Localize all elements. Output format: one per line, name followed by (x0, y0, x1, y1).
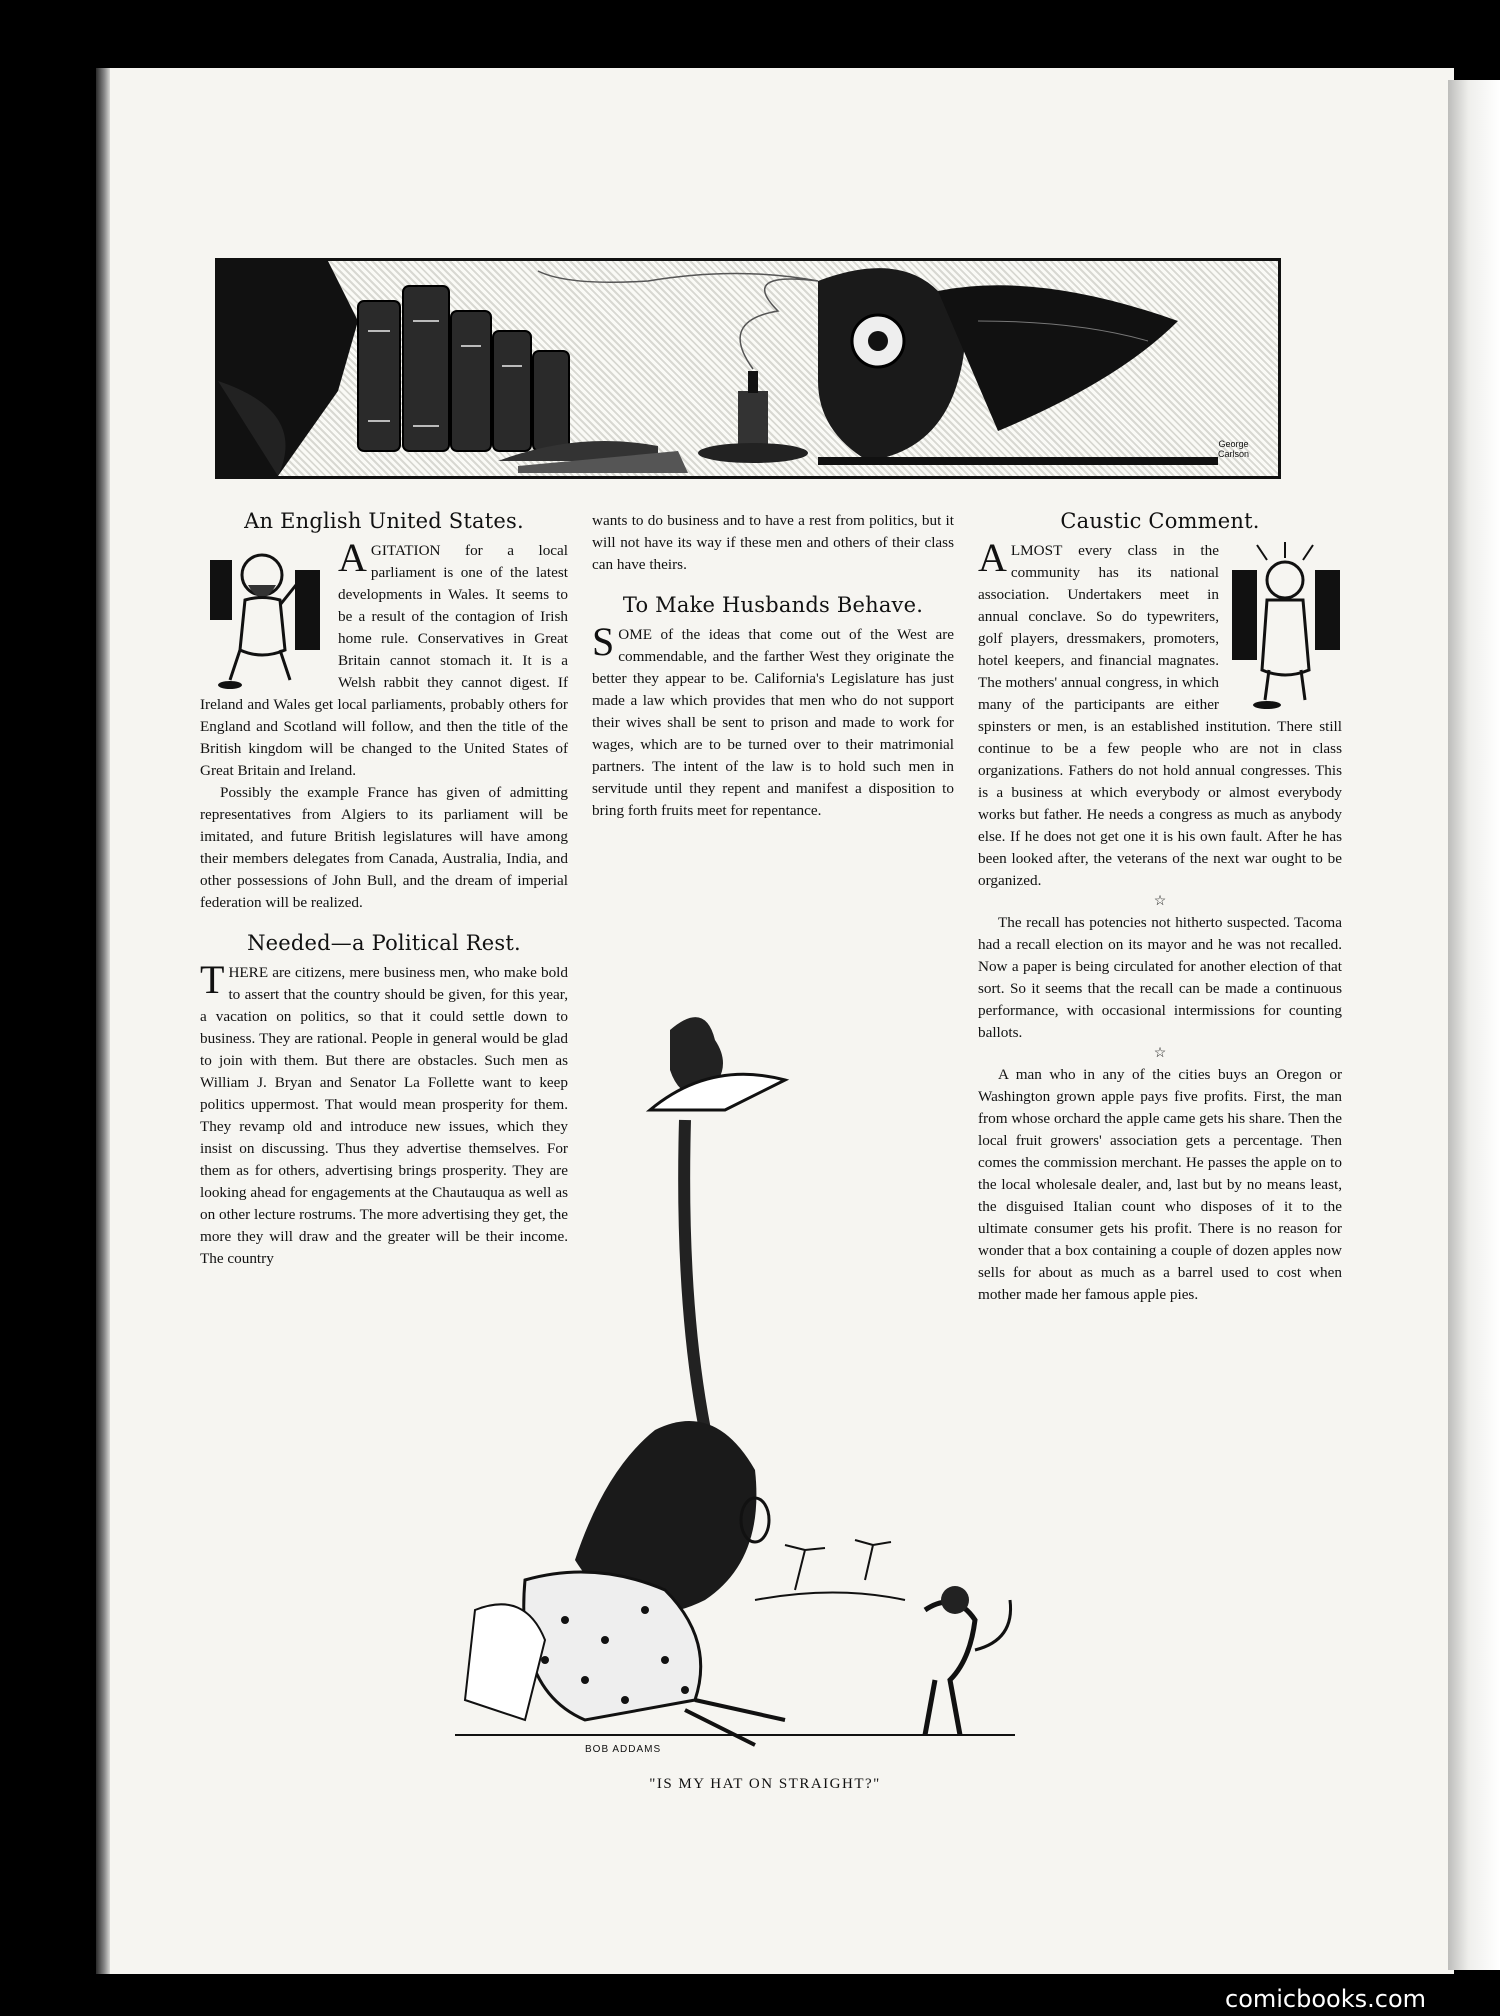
header-illustration (215, 258, 1281, 479)
column-middle (592, 510, 954, 822)
cartoon-caption: "IS MY HAT ON STRAIGHT?" (649, 1776, 881, 1792)
article-paragraph: Possibly the example France has given of admitting representatives from Algiers to its parliament will be imitated, and future British legislatures will have among their members delegates from Canada, Australia, India, and other possessions of John Bull, and the dream of imperial federation will be realized. (200, 784, 568, 911)
headline-caustic-comment: Caustic Comment. (1060, 509, 1260, 533)
dropcap-s: S (592, 619, 615, 664)
page-gutter-shadow (96, 68, 110, 1974)
watermark-text: comicbooks.com (1225, 1985, 1427, 2013)
cartoon-signature: BOB ADDAMS (585, 1744, 662, 1755)
lead-word: HERE (228, 964, 269, 981)
lead-word: GITATION (370, 542, 441, 559)
dropcap-a: A (338, 535, 367, 580)
article-paragraph: are citizens, mere business men, who make bold to assert that the country should be given, for this year, a vacation on politics, so that it could settle down to business. They are rational. People in general would be glad to join with them. But there are obstacles. Such men as William J. Bryan and Senator La Follette want to keep politics uppermost. That would mean prosperity for them. They revamp old and introduce new issues, which they insist on discussing. Thus they advertise themselves. For them as for others, advertising brings prosperity. They are looking ahead for engagements at the Chautauqua as well as on other lecture rostrums. The more advertising they get, the more they will draw and the greater will be their income. The country (200, 964, 568, 1267)
article-paragraph-continued: wants to do business and to have a rest from politics, but it will not have its way if these men and others of their class can have theirs. (592, 512, 954, 573)
article-paragraph: every class in the community has its national association. Undertakers meet in annual conclave. So do typewriters, golf players, dressmakers, promoters, hotel keepers, and financial magnates. The mothers' annual congress, in which many of the participants are either spinsters or men, is an established institution. There still continue to be a few people who are not in class organizations. Fathers do not hold annual congresses. This is a business at which everybody or almost everybody works but father. He needs a congress as much as anybody else. If he does not get one it is his own fault. After he has been looked after, the veterans of the next war ought to be organized. (978, 542, 1342, 889)
section-divider-star: ☆ (1153, 894, 1167, 909)
headline-political-rest: Needed—a Political Rest. (247, 931, 521, 955)
article-paragraph: A man who in any of the cities buys an Oregon or Washington grown apple pays five profits. First, the man from whose orchard the apple came gets his share. Then the local fruit growers' association gets a percentage. Then comes the commission merchant. He passes the apple on to the local wholesale dealer, and, last but by no means least, the disguised Italian count who disposes of it to the ultimate consumer gets his profit. There is no reason for wonder that a box containing a couple of dozen apples now sells for about as much as a barrel used to cost when mother made her famous apple pies. (978, 1066, 1342, 1303)
article-paragraph: for a local parliament is one of the latest developments in Wales. It seems to be a result of the contagion of Irish home rule. Conservatives in Great Britain cannot stomach it. It is a Welsh rabbit they cannot digest. If Ireland and Wales get local parliaments, probably others for England and Scotland will follow, and then the title of the British kingdom will be changed to the United States of Great Britain and Ireland. (200, 542, 568, 779)
banner-signature: George Carlson (1218, 439, 1250, 459)
ostrich-cartoon-illustration (455, 1000, 1055, 1780)
cartoon-man-speaking-icon (200, 540, 330, 690)
headline-english-united-states: An English United States. (244, 509, 524, 533)
facing-page-edge (1448, 80, 1500, 1970)
dropcap-t: T (200, 957, 225, 1002)
article-paragraph: of the ideas that come out of the West are commendable, and the farther West they originate the better they appear to be. California's Legislature has just made a law which provides that men who do not support their wives shall be sent to prison and made to work for wages, which are to be turned over to their matrimonial partners. The intent of the law is to hold such men in servitude until they repent and manifest a disposition to bring forth fruits meet for repentance. (592, 626, 954, 819)
article-paragraph: The recall has potencies not hitherto suspected. Tacoma had a recall election on its mayor and he was not recalled. Now a paper is being circulated for another election of that sort. So it seems that the recall can be made a continuous performance, with occasional intermissions for counting ballots. (978, 914, 1342, 1041)
books-owl-candle-drawing (218, 261, 1278, 476)
lead-word: LMOST (1010, 542, 1063, 559)
dropcap-a: A (978, 535, 1007, 580)
lead-word: OME (618, 626, 652, 643)
cartoon-surprised-woman-icon (1227, 540, 1342, 710)
section-divider-star: ☆ (1153, 1046, 1167, 1061)
headline-husbands-behave: To Make Husbands Behave. (622, 593, 924, 617)
